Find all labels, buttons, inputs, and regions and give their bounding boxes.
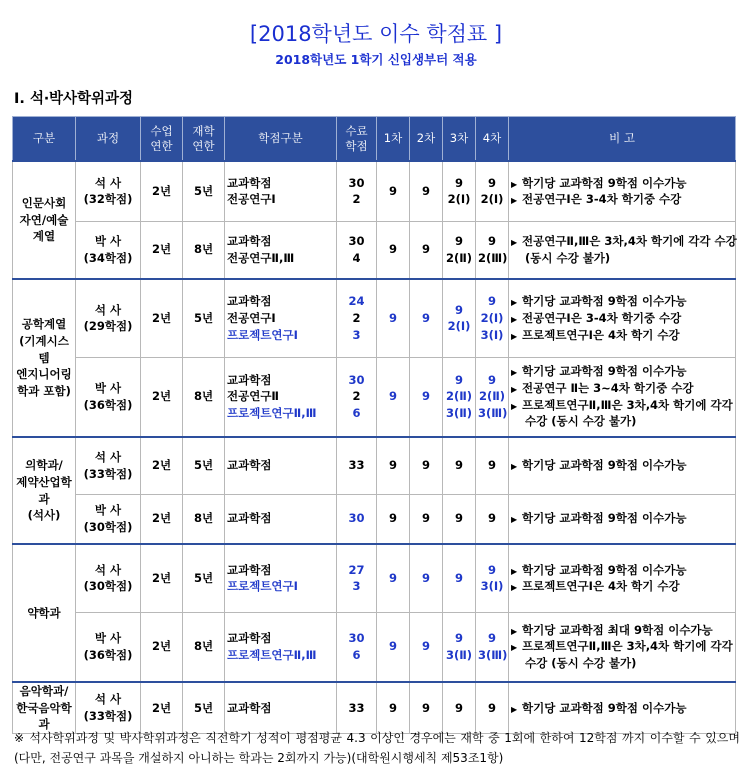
course-cell-line: (36학점) (83, 647, 133, 662)
course-cell-line: 석 사 (94, 302, 122, 317)
course-cell-line: (34학점) (83, 250, 133, 265)
term-2-cell-line: 9 (421, 639, 430, 654)
total-credits-cell-line: 2 (352, 389, 361, 404)
remark-line: ▶ 전공연구Ⅰ은 3-4차 학기중 수강 (511, 310, 682, 325)
course-cell (76, 279, 141, 357)
remarks-cell (509, 682, 736, 734)
term-4-cell-line: 2(Ⅱ) (478, 389, 506, 404)
course-cell-line: (30학점) (83, 579, 133, 594)
total-credits-cell-line: 33 (348, 458, 365, 473)
term-3-cell-line: 9 (454, 631, 463, 646)
course-cell-line: (33학점) (83, 709, 133, 723)
bullet-arrow-icon: ▶ (511, 566, 518, 576)
table-row (13, 437, 736, 494)
term-1-cell-line: 9 (388, 183, 397, 198)
term-2-cell-line: 9 (421, 310, 430, 325)
col-max-years-header: 재학 연한 (183, 117, 225, 162)
course-cell-line: (29학점) (83, 319, 133, 334)
term-2-cell (410, 161, 443, 221)
course-cell-line: 박 사 (94, 631, 122, 646)
credit-type-item: 교과학점 (227, 372, 272, 387)
term-2-cell (410, 437, 443, 494)
term-4-cell-line: 9 (487, 511, 496, 526)
term-4-cell-line: 9 (487, 631, 496, 646)
course-cell-line: (36학점) (83, 397, 133, 412)
footnote: ※ 석사학위과정 및 박사학위과정은 직전학기 성적이 평점평균 4.3 이상인 경우에는 재학 중 1회에 한하여 12학점 까지 이수할 수 있으며(다만, 전공연구 과목을 개설하지 아니하는 학과는 2회까지 가능)(대학원시행세칙 제53조1항) (14, 731, 740, 765)
term-2-cell-line: 9 (421, 700, 430, 715)
term-4-cell (476, 357, 509, 437)
credit-type-item: 교과학점 (227, 294, 272, 309)
term-4-cell-line: 9 (487, 700, 496, 715)
max-years-cell (183, 279, 225, 357)
study-years-cell-line: 2년 (151, 458, 172, 473)
table-row (13, 221, 736, 279)
term-4-cell-line: 2(Ⅲ) (478, 250, 508, 265)
term-4-cell-line: 9 (487, 234, 496, 249)
credit-type-cell (225, 544, 337, 612)
bullet-arrow-icon: ▶ (511, 401, 518, 411)
col-study-years-header: 수업 연한 (141, 117, 183, 162)
term-1-cell-line: 9 (388, 700, 397, 715)
total-credits-cell (337, 437, 377, 494)
term-2-cell (410, 494, 443, 544)
remark-line: (동시 수강 불가) (525, 250, 611, 265)
term-3-cell-line: 9 (454, 175, 463, 190)
credit-type-cell (225, 437, 337, 494)
page-title: [2018학년도 이수 학점표 ] (249, 22, 503, 46)
remark-line: ▶ 전공연구Ⅱ,Ⅲ은 3차,4차 학기에 각각 수강 (511, 234, 737, 249)
term-4-cell (476, 161, 509, 221)
total-credits-cell (337, 612, 377, 682)
division-cell: 의학과/ 제약산업학과 (석사) (13, 437, 76, 544)
table-row (13, 494, 736, 544)
study-years-cell-line: 2년 (151, 310, 172, 325)
term-2-cell-line: 9 (421, 389, 430, 404)
total-credits-cell-line: 6 (352, 406, 361, 421)
max-years-cell (183, 612, 225, 682)
term-2-cell (410, 682, 443, 734)
term-3-cell-line: 9 (454, 511, 463, 526)
course-cell-line: (33학점) (83, 466, 133, 481)
term-3-cell (443, 357, 476, 437)
table-row (13, 544, 736, 612)
credit-type-item: 프로젝트연구Ⅰ (227, 327, 298, 342)
credit-type-item: 교과학점 (227, 631, 272, 646)
term-4-cell (476, 437, 509, 494)
term-4-cell (476, 682, 509, 734)
total-credits-cell-line: 30 (348, 234, 365, 249)
course-cell-line: 박 사 (94, 503, 122, 518)
credit-type-item: 교과학점 (227, 511, 272, 526)
term-1-cell (377, 357, 410, 437)
term-1-cell-line: 9 (388, 310, 397, 325)
table-row (13, 612, 736, 682)
course-cell-line: 석 사 (94, 450, 122, 465)
total-credits-cell-line: 30 (348, 631, 365, 646)
term-3-cell (443, 544, 476, 612)
total-credits-cell-line: 3 (352, 327, 361, 342)
total-credits-cell-line: 30 (348, 511, 365, 526)
remark-line: ▶ 학기당 교과학점 9학점 이수가능 (511, 562, 687, 577)
credit-type-cell (225, 161, 337, 221)
bullet-arrow-icon: ▶ (511, 515, 518, 525)
credit-type-item: 교과학점 (227, 458, 272, 473)
term-3-cell (443, 279, 476, 357)
col-term-2-header: 2차 (410, 117, 443, 162)
max-years-cell (183, 221, 225, 279)
term-4-cell (476, 279, 509, 357)
study-years-cell (141, 221, 183, 279)
term-3-cell-line: 2(Ⅱ) (445, 389, 473, 404)
max-years-cell-line: 5년 (193, 183, 214, 198)
table-row (13, 161, 736, 221)
study-years-cell-line: 2년 (151, 389, 172, 404)
remarks-cell (509, 494, 736, 544)
total-credits-cell-line: 6 (352, 647, 361, 662)
study-years-cell-line: 2년 (151, 639, 172, 654)
credit-type-item: 교과학점 (227, 562, 272, 577)
term-4-cell-line: 9 (487, 294, 496, 309)
total-credits-cell-line: 33 (348, 700, 365, 715)
remark-line: ▶ 프로젝트연구Ⅰ은 4차 학기 수강 (511, 579, 680, 594)
bullet-arrow-icon: ▶ (511, 238, 518, 248)
remark-line: ▶ 학기당 교과학점 9학점 이수가능 (511, 364, 687, 379)
study-years-cell-line: 2년 (151, 700, 172, 715)
total-credits-cell-line: 30 (348, 372, 365, 387)
term-3-cell-line: 3(Ⅱ) (445, 406, 473, 421)
max-years-cell-line: 5년 (193, 310, 214, 325)
max-years-cell-line: 5년 (193, 700, 214, 715)
col-remarks-header: 비 고 (509, 117, 736, 162)
total-credits-cell (337, 682, 377, 734)
term-1-cell-line: 9 (388, 458, 397, 473)
course-cell-line: 석 사 (94, 175, 122, 190)
course-cell (76, 357, 141, 437)
max-years-cell-line: 5년 (193, 570, 214, 585)
term-4-cell (476, 544, 509, 612)
study-years-cell-line: 2년 (151, 570, 172, 585)
remark-line: ▶ 프로젝트연구Ⅰ은 4차 학기 수강 (511, 327, 680, 342)
term-4-cell-line: 3(Ⅰ) (480, 579, 504, 594)
total-credits-cell-line: 4 (352, 250, 361, 265)
remark-line: ▶ 전공연구 Ⅱ는 3~4차 학기중 수강 (511, 381, 694, 396)
study-years-cell (141, 161, 183, 221)
credit-type-item: 전공연구Ⅰ (227, 192, 276, 207)
credit-type-cell (225, 612, 337, 682)
term-3-cell-line: 9 (454, 234, 463, 249)
credit-type-item: 전공연구Ⅱ (227, 389, 280, 404)
remarks-cell (509, 437, 736, 494)
total-credits-cell (337, 221, 377, 279)
term-3-cell-line: 2(Ⅰ) (447, 319, 471, 334)
study-years-cell-line: 2년 (151, 242, 172, 257)
term-4-cell-line: 9 (487, 175, 496, 190)
bullet-arrow-icon: ▶ (511, 462, 518, 472)
term-1-cell-line: 9 (388, 511, 397, 526)
credit-table (12, 116, 736, 734)
term-4-cell-line: 2(Ⅰ) (480, 192, 504, 207)
term-3-cell-line: 2(Ⅱ) (445, 250, 473, 265)
table-row (13, 279, 736, 357)
max-years-cell-line: 8년 (193, 242, 214, 257)
term-1-cell-line: 9 (388, 242, 397, 257)
col-course-header: 과정 (76, 117, 141, 162)
term-4-cell-line: 9 (487, 562, 496, 577)
term-4-cell (476, 221, 509, 279)
bullet-arrow-icon: ▶ (511, 298, 518, 308)
division-cell: 공학계열 (기계시스템 엔지니어링 학과 포함) (13, 279, 76, 437)
bullet-arrow-icon: ▶ (511, 314, 518, 324)
term-4-cell (476, 494, 509, 544)
term-2-cell-line: 9 (421, 458, 430, 473)
term-1-cell (377, 161, 410, 221)
credit-type-cell (225, 357, 337, 437)
credit-type-item: 프로젝트연구Ⅰ (227, 579, 298, 594)
term-1-cell (377, 221, 410, 279)
term-2-cell-line: 9 (421, 183, 430, 198)
course-cell-line: 박 사 (94, 234, 122, 249)
remarks-cell (509, 221, 736, 279)
study-years-cell (141, 544, 183, 612)
term-3-cell (443, 221, 476, 279)
col-total-credits-header: 수료 학점 (337, 117, 377, 162)
term-1-cell (377, 279, 410, 357)
study-years-cell-line: 2년 (151, 511, 172, 526)
bullet-arrow-icon: ▶ (511, 704, 518, 714)
division-cell: 약학과 (13, 544, 76, 682)
term-3-cell (443, 612, 476, 682)
term-1-cell-line: 9 (388, 639, 397, 654)
division-cell: 음악학과/ 한국음악학과 (13, 682, 76, 734)
term-3-cell-line: 3(Ⅱ) (445, 647, 473, 662)
max-years-cell (183, 494, 225, 544)
bullet-arrow-icon: ▶ (511, 583, 518, 593)
term-2-cell-line: 9 (421, 242, 430, 257)
remark-line: ▶ 프로젝트연구Ⅱ,Ⅲ은 3차,4차 학기에 각각 (511, 397, 733, 412)
term-4-cell-line: 3(Ⅲ) (478, 406, 508, 421)
term-1-cell (377, 494, 410, 544)
term-2-cell (410, 357, 443, 437)
credit-type-item: 전공연구Ⅰ (227, 310, 276, 325)
total-credits-cell (337, 544, 377, 612)
term-3-cell-line: 9 (454, 372, 463, 387)
division-cell: 인문사회 자연/예술 계열 (13, 161, 76, 279)
term-3-cell (443, 494, 476, 544)
total-credits-cell-line: 24 (348, 294, 365, 309)
term-3-cell (443, 437, 476, 494)
term-4-cell-line: 3(Ⅰ) (480, 327, 504, 342)
course-cell-line: 박 사 (94, 381, 122, 396)
credit-type-item: 교과학점 (227, 175, 272, 190)
course-cell (76, 612, 141, 682)
study-years-cell (141, 437, 183, 494)
total-credits-cell-line: 2 (352, 310, 361, 325)
credit-type-item: 프로젝트연구Ⅱ,Ⅲ (227, 406, 317, 421)
remark-line: ▶ 학기당 교과학점 9학점 이수가능 (511, 458, 687, 473)
max-years-cell-line: 8년 (193, 511, 214, 526)
course-cell (76, 494, 141, 544)
term-3-cell (443, 161, 476, 221)
col-division-header: 구분 (13, 117, 76, 162)
remarks-cell (509, 357, 736, 437)
term-1-cell (377, 544, 410, 612)
remark-line: 수강 (동시 수강 불가) (525, 656, 637, 671)
course-cell (76, 221, 141, 279)
remark-line: ▶ 학기당 교과학점 9학점 이수가능 (511, 294, 687, 309)
course-cell-line: (32학점) (83, 192, 133, 207)
total-credits-cell (337, 357, 377, 437)
term-2-cell (410, 544, 443, 612)
col-term-3-header: 3차 (443, 117, 476, 162)
remark-line: ▶ 학기당 교과학점 9학점 이수가능 (511, 511, 687, 526)
term-3-cell-line: 9 (454, 458, 463, 473)
course-cell (76, 437, 141, 494)
max-years-cell-line: 5년 (193, 458, 214, 473)
remarks-cell (509, 279, 736, 357)
credit-type-cell (225, 279, 337, 357)
max-years-cell-line: 8년 (193, 639, 214, 654)
max-years-cell (183, 357, 225, 437)
study-years-cell (141, 682, 183, 734)
credit-type-cell (225, 494, 337, 544)
term-4-cell-line: 2(Ⅰ) (480, 310, 504, 325)
bullet-arrow-icon: ▶ (511, 331, 518, 341)
course-cell (76, 544, 141, 612)
term-1-cell-line: 9 (388, 389, 397, 404)
study-years-cell (141, 494, 183, 544)
max-years-cell (183, 544, 225, 612)
credit-type-cell (225, 221, 337, 279)
total-credits-cell-line: 27 (348, 562, 365, 577)
col-credit-type-header: 학점구분 (225, 117, 337, 162)
credit-type-item: 교과학점 (227, 234, 272, 249)
total-credits-cell (337, 494, 377, 544)
study-years-cell (141, 357, 183, 437)
bullet-arrow-icon: ▶ (511, 179, 518, 189)
total-credits-cell-line: 30 (348, 175, 365, 190)
term-3-cell-line: 9 (454, 700, 463, 715)
col-term-1-header: 1차 (377, 117, 410, 162)
bullet-arrow-icon: ▶ (511, 368, 518, 378)
course-cell (76, 161, 141, 221)
study-years-cell (141, 279, 183, 357)
term-2-cell-line: 9 (421, 511, 430, 526)
table-row (13, 682, 736, 734)
term-1-cell-line: 9 (388, 570, 397, 585)
max-years-cell-line: 8년 (193, 389, 214, 404)
study-years-cell (141, 612, 183, 682)
page-subtitle: 2018학년도 1학기 신입생부터 적용 (275, 52, 477, 67)
term-2-cell (410, 221, 443, 279)
term-3-cell-line: 9 (454, 302, 463, 317)
term-3-cell-line: 2(Ⅰ) (447, 192, 471, 207)
term-1-cell (377, 437, 410, 494)
table-row (13, 357, 736, 437)
max-years-cell (183, 437, 225, 494)
term-2-cell (410, 279, 443, 357)
term-3-cell (443, 682, 476, 734)
term-1-cell (377, 612, 410, 682)
max-years-cell (183, 161, 225, 221)
remarks-cell (509, 544, 736, 612)
credit-type-item: 교과학점 (227, 700, 272, 715)
credit-type-cell (225, 682, 337, 734)
total-credits-cell (337, 161, 377, 221)
term-2-cell (410, 612, 443, 682)
term-1-cell (377, 682, 410, 734)
term-4-cell-line: 3(Ⅲ) (478, 647, 508, 662)
section-heading: Ⅰ. 석‧박사학위과정 (14, 91, 134, 107)
course-cell-line: 석 사 (94, 562, 122, 577)
term-3-cell-line: 9 (454, 570, 463, 585)
remarks-cell (509, 161, 736, 221)
remarks-cell (509, 612, 736, 682)
course-cell (76, 682, 141, 734)
term-4-cell-line: 9 (487, 372, 496, 387)
col-term-4-header: 4차 (476, 117, 509, 162)
remark-line: ▶ 프로젝트연구Ⅱ,Ⅲ은 3차,4차 학기에 각각 (511, 639, 733, 654)
total-credits-cell (337, 279, 377, 357)
term-2-cell-line: 9 (421, 570, 430, 585)
table-header-row (13, 117, 736, 162)
total-credits-cell-line: 2 (352, 192, 361, 207)
total-credits-cell-line: 3 (352, 579, 361, 594)
remark-line: ▶ 학기당 교과학점 9학점 이수가능 (511, 175, 687, 190)
study-years-cell-line: 2년 (151, 183, 172, 198)
max-years-cell (183, 682, 225, 734)
remark-line: ▶ 전공연구Ⅰ은 3-4차 학기중 수강 (511, 192, 682, 207)
remark-line: 수강 (동시 수강 불가) (525, 414, 637, 429)
bullet-arrow-icon: ▶ (511, 385, 518, 395)
remark-line: ▶ 학기당 교과학점 최대 9학점 이수가능 (511, 622, 713, 637)
term-4-cell-line: 9 (487, 458, 496, 473)
remark-line: ▶ 학기당 교과학점 9학점 이수가능 (511, 700, 687, 715)
bullet-arrow-icon: ▶ (511, 196, 518, 206)
bullet-arrow-icon: ▶ (511, 626, 518, 636)
bullet-arrow-icon: ▶ (511, 643, 518, 653)
term-4-cell (476, 612, 509, 682)
credit-type-item: 전공연구Ⅱ,Ⅲ (227, 250, 295, 265)
credit-type-item: 프로젝트연구Ⅱ,Ⅲ (227, 647, 317, 662)
course-cell-line: (30학점) (83, 519, 133, 534)
course-cell-line: 석 사 (94, 692, 122, 707)
